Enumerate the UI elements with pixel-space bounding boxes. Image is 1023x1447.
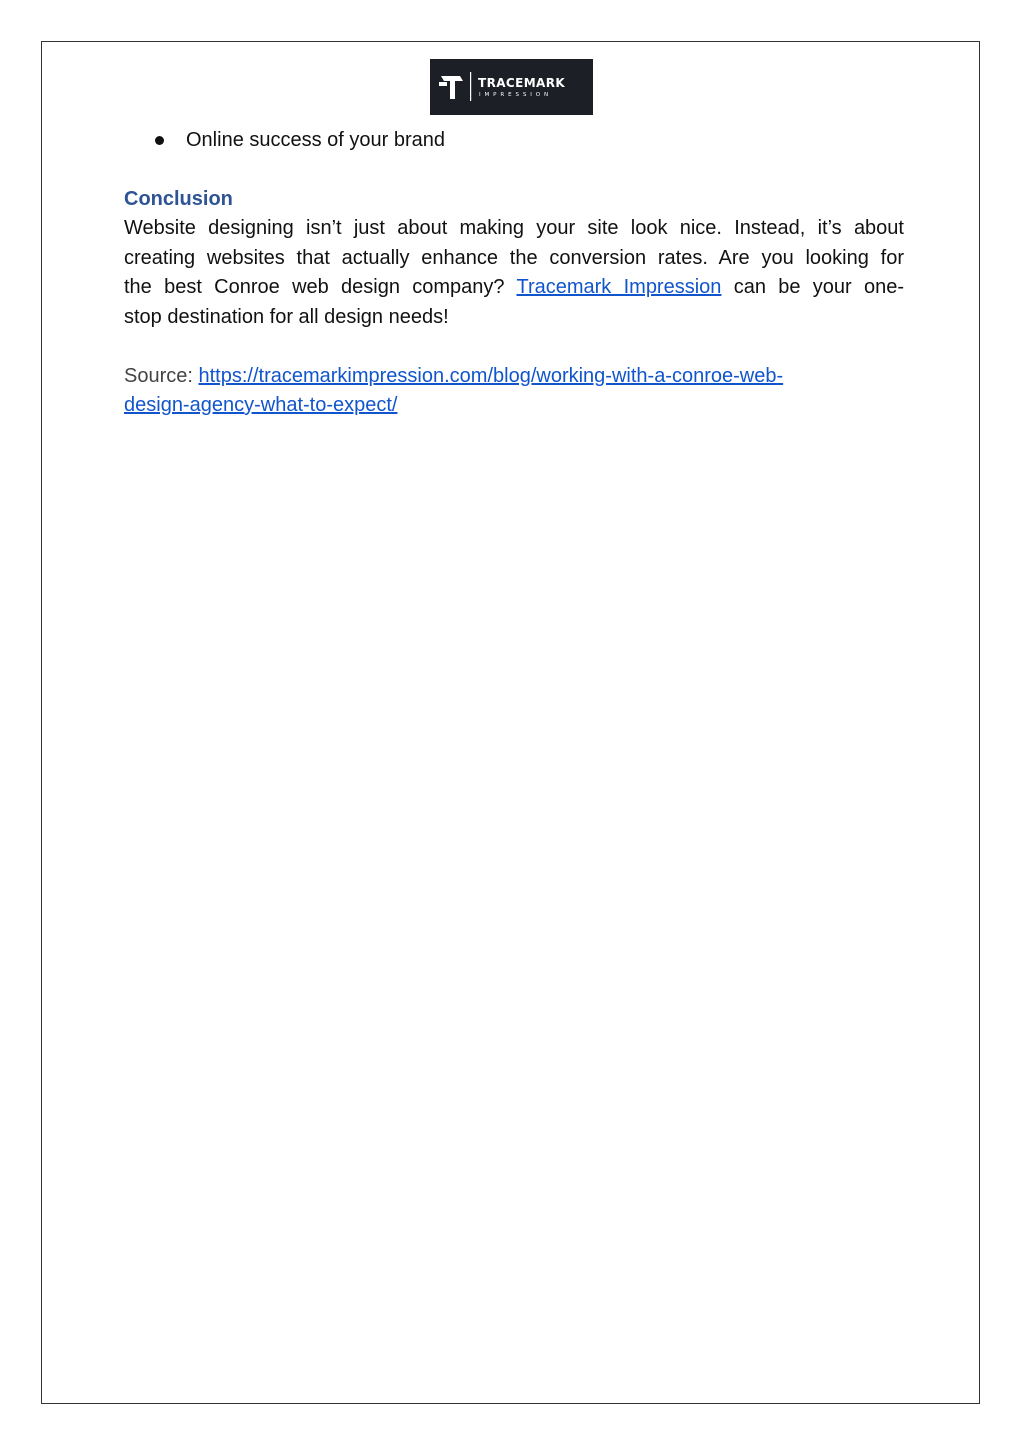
document-body (124, 126, 904, 421)
conclusion-paragraph (124, 214, 904, 332)
list-item-text: Online success of your brand (186, 129, 446, 151)
tracemark-logo (430, 59, 593, 115)
paragraph-line: stop destination for all design needs! (124, 305, 449, 328)
tracemark-impression-link[interactable]: Tracemark Impression (516, 276, 722, 298)
paragraph-line: Website designing isn’t just about making your site look nice. Instead, it’s about (124, 217, 904, 239)
list-item (124, 126, 904, 156)
source-url-link[interactable]: https://tracemarkimpression.com/blog/working-with-a-conroe-web- (198, 364, 784, 387)
logo-name: TRACEMARK (478, 76, 566, 90)
source-url-link-continued[interactable]: design-agency-what-to-expect/ (124, 394, 398, 416)
source-line (124, 391, 904, 421)
paragraph-line: creating websites that actually enhance the conversion rates. Are you looking for (124, 246, 904, 269)
source-line (124, 362, 904, 392)
logo-tagline: IMPRESSION (479, 92, 553, 98)
paragraph-text: the best Conroe web design company? (124, 276, 517, 298)
paragraph-text: can be your one- (721, 276, 905, 298)
source-label: Source: (124, 364, 199, 387)
conclusion-heading: Conclusion (124, 187, 233, 210)
bullet-icon (155, 136, 164, 145)
source-paragraph (124, 362, 904, 421)
paragraph-line (124, 273, 904, 303)
